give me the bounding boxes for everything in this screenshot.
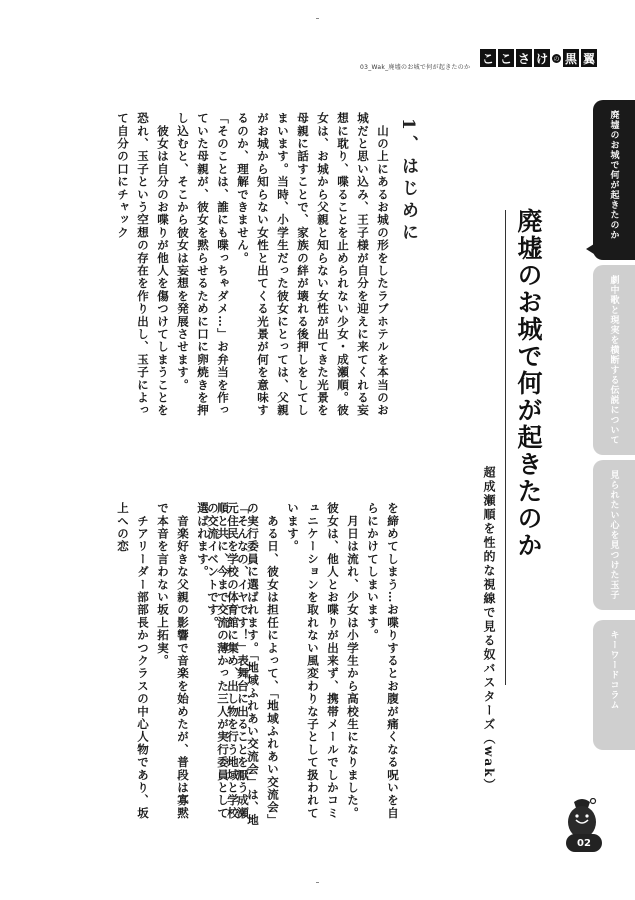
paragraph: 月日は流れ、少女は小学生から高校生になりました。彼女は、他人とお喋りが出来ず、携帯メールでしかコミュニケーションを取れない風変わりな子として扱われています。 xyxy=(286,502,360,820)
body-upper xyxy=(113,112,393,422)
paragraph: 「そんなの、イヤです！」表舞台に出ることを厭う成瀬順と共に、今まで交流の薄かった三人が実行委員として選ばれます。 xyxy=(196,502,250,820)
tab-chapter-tamago[interactable] xyxy=(593,460,635,610)
paragraph: 彼女は自分のお喋りが他人を傷つけてしまうことを恐れ、玉子という空想の存在を作り出し、玉子によって自分の口にチャック xyxy=(116,112,170,417)
tab-label: キーワードコラム xyxy=(608,630,619,710)
crop-mark-top xyxy=(316,18,319,19)
series-char-2: こ xyxy=(498,49,514,67)
series-char-5: 黒 xyxy=(563,49,579,67)
paragraph: 音楽好きな父親の影響で音楽を始めたが、普段は寡黙で本音を言わない坂上拓実。 xyxy=(156,502,190,820)
article-title: 廃墟のお城で何が起きたのか xyxy=(514,208,543,559)
series-connector: の xyxy=(553,55,560,63)
paragraph: を締めてしまう…お喋りするとお腹が痛くなる呪いを自らにかけてしまいます。 xyxy=(366,502,400,820)
series-logo xyxy=(480,49,597,67)
tab-label: 見られたい心を見つけた玉子 xyxy=(608,470,619,600)
tab-label: 劇中歌と現実を横断する伝説について xyxy=(608,275,619,445)
article-byline: 超成瀬順を性的な視線で見る奴バスターズ（wak） xyxy=(482,466,496,793)
tab-chapter-songs[interactable] xyxy=(593,265,635,455)
series-char-6: 翼 xyxy=(581,49,597,67)
paragraph: チアリーダー部部長かつクラスの中心人物であり、坂上への恋 xyxy=(116,502,150,820)
paragraph: 山の上にあるお城の形をしたラブホテルを本当のお城だと思い込み、王子様が自分を迎えに来てくれる妄想に耽り、喋ることを止められない少女・成瀬順。彼女は、お城から父親と知らない女性が出てきた光景を母親に話すことで、家族の絆が壊れる後押しをしてしまいます。当時、小学生だった彼女にとっては、父親がお城から知らない女性と出てくる光景が何を意味するのか、理解できません。 xyxy=(236,112,390,417)
header-chapter-code: 03_Wak_廃墟のお城で何が起きたのか xyxy=(360,64,471,71)
tab-chapter-current[interactable] xyxy=(593,100,635,260)
tab-keyword-column[interactable] xyxy=(593,620,635,750)
series-char-3: さ xyxy=(516,49,532,67)
section-heading: 1、はじめに xyxy=(398,118,418,245)
title-divider xyxy=(505,210,506,685)
page-number: 02 xyxy=(566,834,602,852)
series-char-1: こ xyxy=(480,49,496,67)
paragraph: 「そのことは、誰にも喋っちゃダメ…」お弁当を作っていた母親が、彼女を黙らせるために口に卵焼きを押し込むと、そこから彼女は妄想を発展させます。 xyxy=(176,112,230,417)
series-char-4: け xyxy=(534,49,550,67)
tab-label: 廃墟のお城で何が起きたのか xyxy=(608,110,619,240)
body-lower-left xyxy=(113,502,253,832)
paragraph: ある日、彼女は担任によって、「地域ふれあい交流会」の実行委員に選ばれます。「地域ふれあい交流会」は、地元住民を学校の体育館に集め、出し物を行う地域と学校の交流イベントです。 xyxy=(206,502,280,827)
crop-mark-bottom xyxy=(316,882,319,883)
